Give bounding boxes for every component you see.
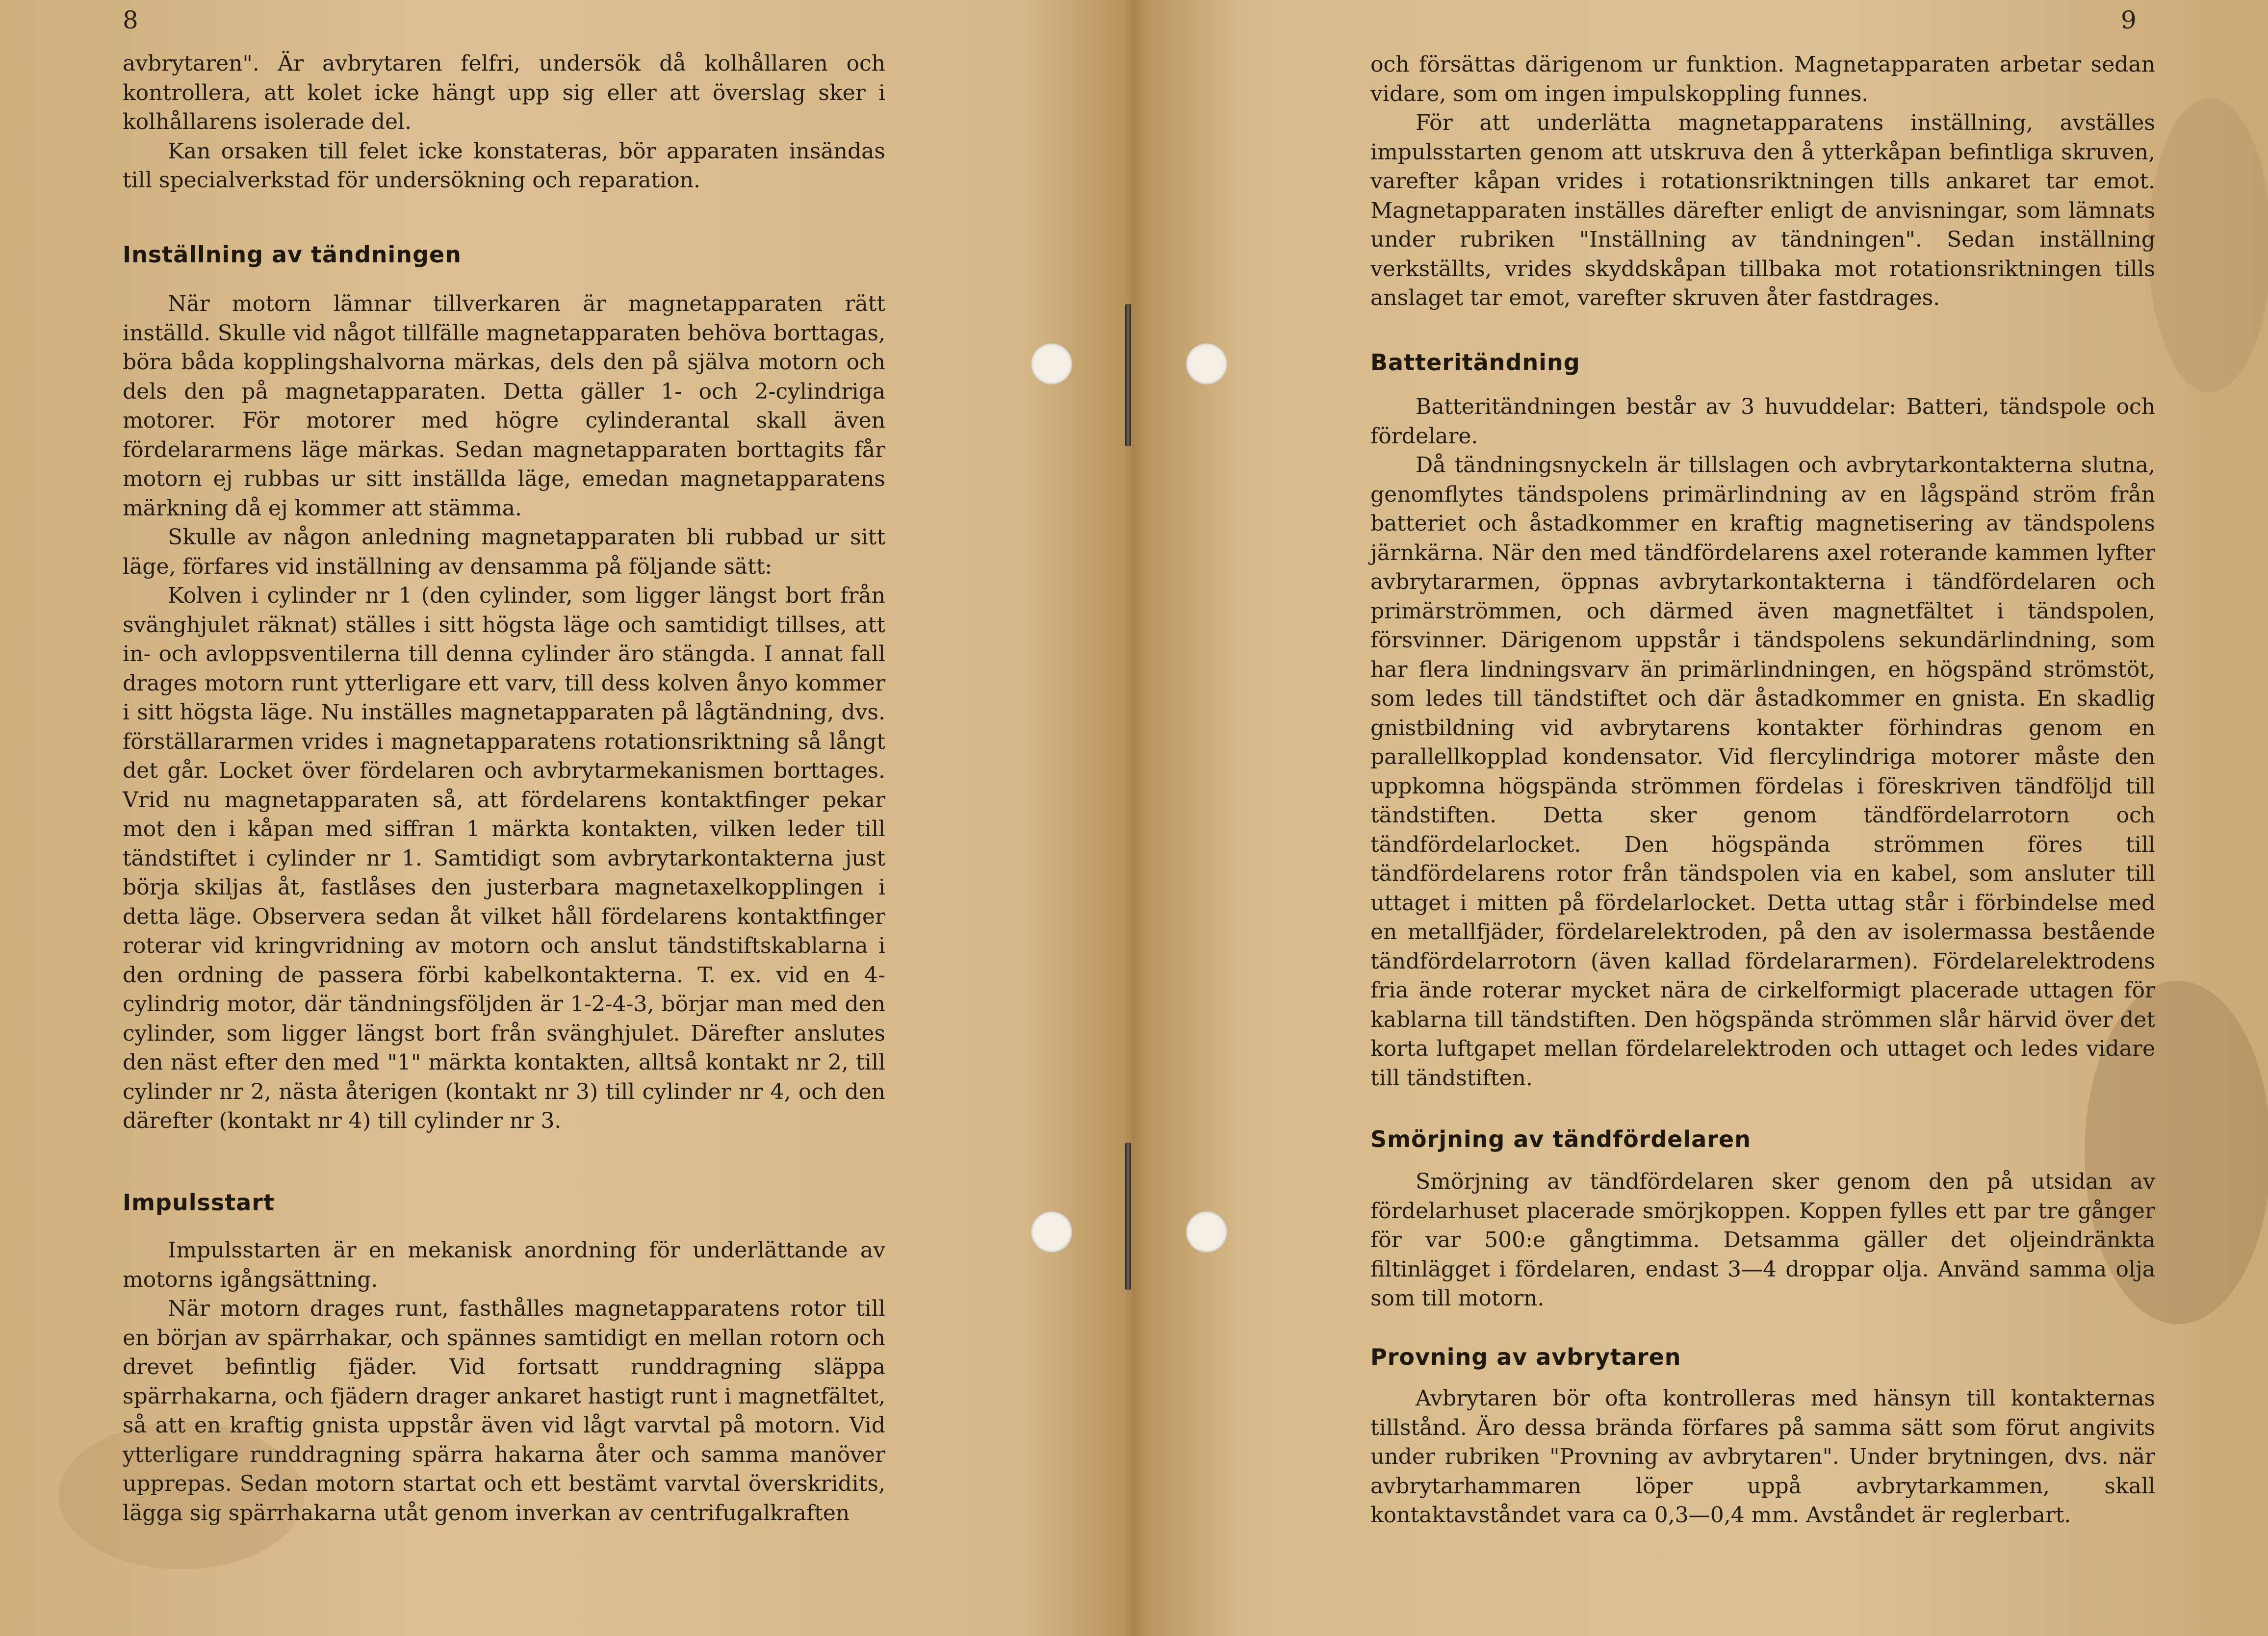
section-heading: Smörjning av tändfördelaren — [1370, 1126, 1751, 1152]
right-section2-body — [1370, 1167, 2155, 1313]
page-number: 8 — [123, 6, 138, 34]
section-heading: Provning av avbrytaren — [1370, 1344, 1681, 1370]
paragraph: Impulsstarten är en mekanisk anordning för underlättande av motorns igångsättning. — [123, 1238, 885, 1292]
left-intro — [123, 49, 885, 195]
section-heading: Batteritändning — [1370, 349, 1580, 376]
paragraph: Smörjning av tändfördelaren sker genom den på utsidan av fördelarhuset placerade smörjkoppen. Koppen fylles ett par tre gånger för var 500:e gångtimma. Detsamma gäller det oljeindränkta filtinlägget i fördelaren, endast 3—4 droppar olja. Använd samma olja som till motorn. — [1370, 1169, 2155, 1311]
right-intro — [1370, 50, 2155, 313]
page-number: 9 — [2121, 6, 2137, 34]
right-page — [1140, 0, 2268, 1636]
right-section1-body — [1370, 392, 2155, 1093]
paragraph: Kan orsaken till felet icke konstateras, bör apparaten insändas till specialverkstad för undersökning och reparation. — [123, 138, 885, 193]
paragraph: Skulle av någon anledning magnetapparaten bli rubbad ur sitt läge, förfares vid inställning av densamma på följande sätt: — [123, 525, 885, 579]
paragraph: och försättas därigenom ur funktion. Magnetapparaten arbetar sedan vidare, som om ingen impulskoppling funnes. — [1370, 52, 2155, 106]
paragraph: För att underlätta magnetapparatens inställning, avställes impulsstarten genom att utskruva den å ytterkåpan befintliga skruven, varefter kåpan vrides i rotationsriktningen tills ankaret tar emot. Magnetapparaten inställes därefter enligt de anvisningar, som lämnats under rubriken "Inställning av tändningen". Sedan inställning verkställts, vrides skyddskåpan tillbaka mot rotationsriktningen tills anslaget tar emot, varefter skruven åter fastdrages. — [1370, 110, 2155, 310]
paragraph: Batteritändningen består av 3 huvuddelar: Batteri, tändspole och fördelare. — [1370, 394, 2155, 449]
left-page — [0, 0, 1128, 1636]
section-heading: Inställning av tändningen — [123, 241, 462, 268]
left-section2-body — [123, 1236, 885, 1528]
paragraph: Kolven i cylinder nr 1 (den cylinder, som ligger längst bort från svänghjulet räknat) ställes i sitt högsta läge och samtidigt tillses, att in- och avloppsventilerna till denna cylinder äro stängda. I annat fall drages motorn runt ytterligare ett varv, till dess kolven ånyo kommer i sitt högsta läge. Nu inställes magnetapparaten på lågtändning, dvs. förställararmen vrides i magnetapparatens rotationsriktning så långt det går. Locket över fördelaren och avbrytarmekanismen borttages. Vrid nu magnetapparaten så, att fördelarens kontaktfinger pekar mot den i kåpan med siffran 1 märkta kontakten, vilken leder till tändstiftet i cylinder nr 1. Samtidigt som avbrytarkontakterna just börja skiljas åt, fastlåses den justerbara magnetaxelkopplingen i detta läge. Observera sedan åt vilket håll fördelarens kontaktfinger roterar vid kringvridning av motorn och anslut tändstiftskablarna i den ordning de passera förbi kabelkontakterna. T. ex. vid en 4-cylindrig motor, där tändningsföljden är 1-2-4-3, börjar man med den cylinder, som ligger längst bort från svänghjulet. Därefter anslutes den näst efter den med "1" märkta kontakten, alltså kontakt nr 2, till cylinder nr 2, nästa återigen (kontakt nr 3) till cylinder nr 4, och den därefter (kontakt nr 4) till cylinder nr 3. — [123, 583, 885, 1133]
paragraph: avbrytaren". Är avbrytaren felfri, undersök då kolhållaren och kontrollera, att kolet icke hängt upp sig eller att överslag sker i kolhållarens isolerade del. — [123, 51, 885, 134]
paragraph: När motorn drages runt, fasthålles magnetapparatens rotor till en början av spärrhakar, och spännes samtidigt en mellan rotorn och drevet befintlig fjäder. Vid fortsatt runddragning släppa spärrhakarna, och fjädern drager ankaret hastigt runt i magnetfältet, så att en kraftig gnista uppstår även vid lågt varvtal på motorn. Vid ytterligare runddragning spärra hakarna åter och samma manöver upprepas. Sedan motorn startat och ett bestämt varvtal överskridits, lägga sig spärrhakarna utåt genom inverkan av centrifugalkraften — [123, 1296, 885, 1526]
paragraph: Då tändningsnyckeln är tillslagen och avbrytarkontakterna slutna, genomflytes tändspolens primärlindning av en lågspänd ström från batteriet och åstadkommer en kraftig magnetisering av tändspolens järnkärna. När den med tändfördelarens axel roterande kammen lyfter avbrytararmen, öppnas avbrytarkontakterna i tändfördelaren och primärströmmen, och därmed även magnetfältet i tändspolen, försvinner. Därigenom uppstår i tändspolens sekundärlindning, som har flera lindningsvarv än primärlindningen, en högspänd strömstöt, som ledes till tändstiftet och där åstadkommer en gnista. En skadlig gnistbildning vid avbrytarens kontakter förhindras genom en parallellkopplad kondensator. Vid flercylindriga motorer måste den uppkomna högspända strömmen fördelas i föreskriven tändföljd till tändstiften. Detta sker genom tändfördelarrotorn och tändfördelarlocket. Den högspända strömmen föres till tändfördelarens rotor från tändspolen via en kabel, som ansluter till uttaget i mitten på fördelarlocket. Detta uttag står i förbindelse med en metallfjäder, fördelarelektroden, på den av isolermassa bestående tändfördelarrotorn (även kallad fördelararmen). Fördelarelektrodens fria ände roterar mycket nära de cirkelformigt placerade uttagen för kablarna till tändstiften. Den högspända strömmen slår härvid över det korta luftgapet mellan fördelarelektroden och uttaget och ledes vidare till tändstiften. — [1370, 453, 2155, 1091]
paragraph: Avbrytaren bör ofta kontrolleras med hänsyn till kontakternas tillstånd. Äro dessa brända förfares på samma sätt som förut angivits under rubriken "Provning av avbrytaren". Under brytningen, dvs. när avbrytarhammaren löper uppå avbrytarkammen, skall kontaktavståndet vara ca 0,3—0,4 mm. Avståndet är reglerbart. — [1370, 1386, 2155, 1528]
right-section3-body — [1370, 1384, 2155, 1530]
paragraph: När motorn lämnar tillverkaren är magnetapparaten rätt inställd. Skulle vid något tillfälle magnetapparaten behöva borttagas, böra båda kopplingshalvorna märkas, dels den på själva motorn och dels den på magnetapparaten. Detta gäller 1- och 2-cylindriga motorer. För motorer med högre cylinderantal skall även fördelararmens läge märkas. Sedan magnetapparaten borttagits får motorn ej rubbas ur sitt inställda läge, emedan magnetapparatens märkning då ej kommer att stämma. — [123, 291, 885, 521]
left-section1-body — [123, 289, 885, 1136]
section-heading: Impulsstart — [123, 1189, 275, 1216]
